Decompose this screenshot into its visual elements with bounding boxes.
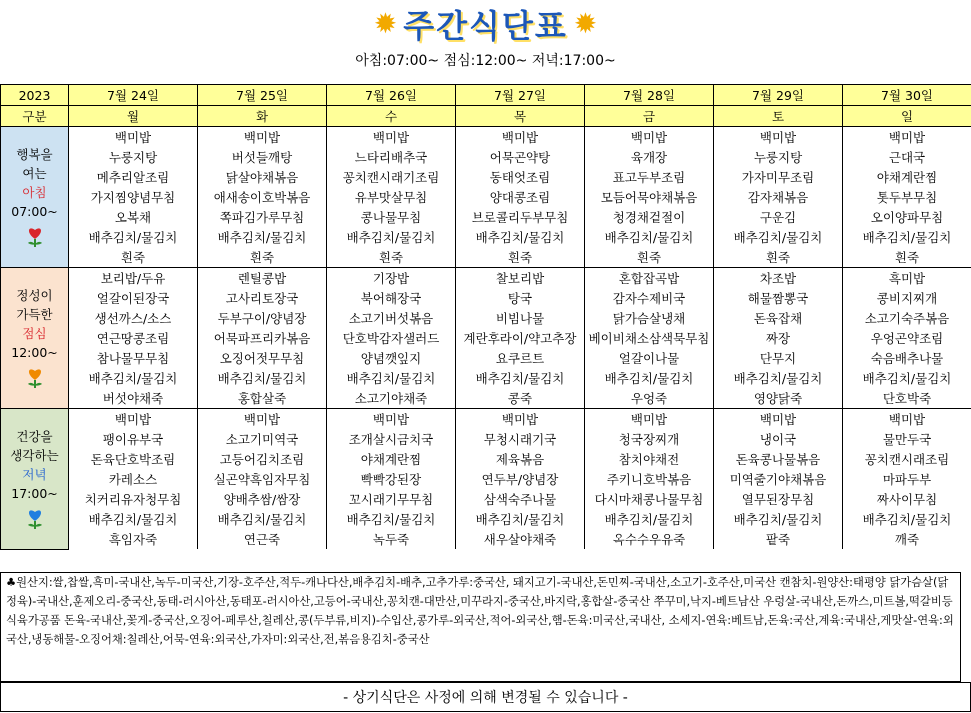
menu-item: 백미밥 — [843, 409, 971, 430]
sun-icon: ✹ — [374, 10, 397, 38]
menu-item: 표고두부조림 — [585, 167, 714, 187]
menu-item: 흰죽 — [198, 247, 327, 268]
side-text: 07:00~ — [1, 202, 68, 221]
lunch-label — [1, 268, 69, 409]
menu-item: 옥수수우유죽 — [585, 529, 714, 549]
menu-row — [1, 449, 971, 469]
menu-row — [1, 348, 971, 368]
menu-item: 흰죽 — [456, 247, 585, 268]
menu-item: 닭가슴살냉채 — [585, 308, 714, 328]
menu-item: 감자수제비국 — [585, 288, 714, 308]
menu-row — [1, 388, 971, 409]
menu-item: 소고기숙주볶음 — [843, 308, 971, 328]
menu-item: 배추김치/물김치 — [456, 509, 585, 529]
menu-item: 느타리배추국 — [327, 147, 456, 167]
category-label: 구분 — [1, 106, 69, 127]
menu-item: 흰죽 — [69, 247, 198, 268]
menu-item: 야채계란찜 — [327, 449, 456, 469]
menu-item: 영양닭죽 — [714, 388, 843, 409]
menu-item: 냉이국 — [714, 429, 843, 449]
menu-item: 오이양파무침 — [843, 207, 971, 227]
menu-item: 고등어김치조림 — [198, 449, 327, 469]
menu-row — [1, 247, 971, 268]
menu-item: 연근땅콩조림 — [69, 328, 198, 348]
menu-item: 두부구이/양념장 — [198, 308, 327, 328]
menu-table — [0, 84, 971, 550]
side-text: 생각하는 — [1, 446, 68, 465]
menu-item: 청국장찌개 — [585, 429, 714, 449]
menu-item: 요쿠르트 — [456, 348, 585, 368]
side-text: 점심 — [1, 324, 68, 343]
menu-row — [1, 469, 971, 489]
day-cell: 일 — [843, 106, 971, 127]
menu-item: 조개살시금치국 — [327, 429, 456, 449]
menu-row — [1, 328, 971, 348]
menu-item: 배추김치/물김치 — [327, 368, 456, 388]
menu-item: 애새송이호박볶음 — [198, 187, 327, 207]
meal-times: 아침:07:00~ 점심:12:00~ 저녁:17:00~ — [0, 50, 971, 70]
side-text: 12:00~ — [1, 343, 68, 362]
menu-item: 백미밥 — [714, 127, 843, 148]
menu-item: 팽이유부국 — [69, 429, 198, 449]
menu-item: 배추김치/물김치 — [198, 509, 327, 529]
menu-item: 탕국 — [456, 288, 585, 308]
menu-item: 흑미밥 — [843, 268, 971, 289]
menu-item: 배추김치/물김치 — [585, 368, 714, 388]
menu-item: 오징어젓무무침 — [198, 348, 327, 368]
menu-item: 혼합잡곡밥 — [585, 268, 714, 289]
menu-item: 청경채겉절이 — [585, 207, 714, 227]
menu-item: 깨죽 — [843, 529, 971, 549]
menu-item: 누룽지탕 — [714, 147, 843, 167]
day-cell: 화 — [198, 106, 327, 127]
menu-item: 오복채 — [69, 207, 198, 227]
menu-item: 흑임자죽 — [69, 529, 198, 549]
side-text: 17:00~ — [1, 484, 68, 503]
menu-item: 배추김치/물김치 — [843, 368, 971, 388]
menu-item: 어묵파프리카볶음 — [198, 328, 327, 348]
menu-row — [1, 288, 971, 308]
side-text: 행복을 — [1, 145, 68, 164]
date-cell: 7월 27일 — [456, 85, 585, 106]
menu-item: 쪽파김가루무침 — [198, 207, 327, 227]
side-text: 정성이 — [1, 286, 68, 305]
menu-item: 버섯야채죽 — [69, 388, 198, 409]
menu-item: 홍합살죽 — [198, 388, 327, 409]
menu-item: 메추리알조림 — [69, 167, 198, 187]
menu-item: 우엉곤약조림 — [843, 328, 971, 348]
menu-item: 배추김치/물김치 — [714, 227, 843, 247]
year-cell: 2023 — [1, 85, 69, 106]
menu-item: 어묵곤약탕 — [456, 147, 585, 167]
menu-item: 배추김치/물김치 — [69, 509, 198, 529]
menu-item: 배추김치/물김치 — [456, 368, 585, 388]
menu-item: 콩죽 — [456, 388, 585, 409]
menu-item: 배추김치/물김치 — [69, 227, 198, 247]
menu-item: 백미밥 — [714, 409, 843, 430]
menu-item: 계란후라이/약고추장 — [456, 328, 585, 348]
menu-item: 배추김치/물김치 — [327, 227, 456, 247]
menu-row — [1, 147, 971, 167]
menu-item: 백미밥 — [327, 127, 456, 148]
menu-item: 꽁치캔시래조림 — [843, 449, 971, 469]
menu-item: 주키니호박볶음 — [585, 469, 714, 489]
menu-item: 북어해장국 — [327, 288, 456, 308]
menu-item: 가자미무조림 — [714, 167, 843, 187]
menu-item: 미역줄기야채볶음 — [714, 469, 843, 489]
menu-item: 새우살야채죽 — [456, 529, 585, 549]
day-row — [1, 106, 971, 127]
menu-item: 콩나물무침 — [327, 207, 456, 227]
menu-item: 참나물무무침 — [69, 348, 198, 368]
menu-item: 삼색숙주나물 — [456, 489, 585, 509]
menu-item: 찰보리밥 — [456, 268, 585, 289]
menu-item: 배추김치/물김치 — [198, 368, 327, 388]
menu-item: 흰죽 — [327, 247, 456, 268]
menu-item: 백미밥 — [198, 409, 327, 430]
menu-item: 배추김치/물김치 — [714, 368, 843, 388]
menu-item: 근대국 — [843, 147, 971, 167]
menu-item: 무청시래기국 — [456, 429, 585, 449]
breakfast-label — [1, 127, 69, 268]
title-bar — [0, 4, 971, 44]
menu-item: 빡빡강된장 — [327, 469, 456, 489]
menu-row — [1, 409, 971, 430]
menu-item: 다시마채콩나물무침 — [585, 489, 714, 509]
menu-row — [1, 227, 971, 247]
menu-item: 백미밥 — [585, 127, 714, 148]
menu-row — [1, 308, 971, 328]
menu-item: 연두부/양념장 — [456, 469, 585, 489]
menu-item: 백미밥 — [69, 409, 198, 430]
menu-item: 물만두국 — [843, 429, 971, 449]
side-text: 가득한 — [1, 305, 68, 324]
menu-item: 제육볶음 — [456, 449, 585, 469]
menu-item: 보리밥/두유 — [69, 268, 198, 289]
menu-item: 고사리토장국 — [198, 288, 327, 308]
menu-item: 모듬어묵야채볶음 — [585, 187, 714, 207]
dinner-label — [1, 409, 69, 550]
menu-item: 베이비채소삼색묵무침 — [585, 328, 714, 348]
menu-item: 열무된장무침 — [714, 489, 843, 509]
menu-item: 양대콩조림 — [456, 187, 585, 207]
menu-row — [1, 529, 971, 549]
menu-item: 짜장 — [714, 328, 843, 348]
menu-item: 흰죽 — [843, 247, 971, 268]
date-row — [1, 85, 971, 106]
menu-item: 백미밥 — [585, 409, 714, 430]
menu-item: 참치야채전 — [585, 449, 714, 469]
menu-item: 브로콜리두부무침 — [456, 207, 585, 227]
menu-item: 생선까스/소스 — [69, 308, 198, 328]
menu-item: 양념깻잎지 — [327, 348, 456, 368]
menu-item: 배추김치/물김치 — [198, 227, 327, 247]
menu-item: 팥죽 — [714, 529, 843, 549]
menu-item: 얼갈이나물 — [585, 348, 714, 368]
day-cell: 토 — [714, 106, 843, 127]
heart-flower-icon — [22, 223, 48, 249]
date-cell: 7월 26일 — [327, 85, 456, 106]
origin-notes: ♣원산지:쌀,찹쌀,흑미-국내산,녹두-미국산,기장-호주산,적두-캐나다산,배추김치-배추,고추가루:중국산, 돼지고기-국내산,돈민찌-국내산,소고기-호주산,미국산 캔참치-원양산:태평양 닭가슴살(닭정육)-국내산,훈제오리-중국산,동태-러시아산,동태포-러시아산,고등어-국내산,꽁치캔-대만산,미꾸라지-중국산,바지락,홍합살-중국산 쭈꾸미,낙지-베트남산 우렁살-국내산,돈까스,미트볼,떡갈비등 식육가공품 돈육-국내산,꽃게-중국산,오징어-페루산,칠레산,콩(두부류,비지)-수입산,콩가루-외국산,적어-외국산,햄-돈육:미국산,국내산, 소세지-연육:베트남,돈육:국산,계육:국내산,게맛살-연육:외국산,냉동해물-오징어채:칠레산,어묵-연육:외국산,가자미:외국산,전,볶음용김치-중국산 — [0, 572, 961, 682]
menu-item: 치커리유자청무침 — [69, 489, 198, 509]
menu-item: 유부맛살무침 — [327, 187, 456, 207]
menu-row — [1, 127, 971, 148]
menu-row — [1, 509, 971, 529]
menu-row — [1, 429, 971, 449]
menu-row — [1, 489, 971, 509]
menu-item: 연근죽 — [198, 529, 327, 549]
menu-item: 누룽지탕 — [69, 147, 198, 167]
menu-item: 백미밥 — [456, 409, 585, 430]
menu-item: 실곤약흑임자무침 — [198, 469, 327, 489]
menu-item: 흰죽 — [585, 247, 714, 268]
menu-item: 닭살야채볶음 — [198, 167, 327, 187]
menu-item: 흰죽 — [714, 247, 843, 268]
menu-item: 가지찜양념무침 — [69, 187, 198, 207]
menu-item: 양배추쌈/쌈장 — [198, 489, 327, 509]
footer-note: - 상기식단은 사정에 의해 변경될 수 있습니다 - — [0, 682, 971, 712]
menu-item: 얼갈이된장국 — [69, 288, 198, 308]
menu-item: 콩비지찌개 — [843, 288, 971, 308]
menu-item: 배추김치/물김치 — [69, 368, 198, 388]
menu-item: 단무지 — [714, 348, 843, 368]
menu-item: 꼬시래기무무침 — [327, 489, 456, 509]
menu-item: 구운김 — [714, 207, 843, 227]
date-cell: 7월 30일 — [843, 85, 971, 106]
menu-item: 백미밥 — [69, 127, 198, 148]
menu-item: 동태엇조림 — [456, 167, 585, 187]
day-cell: 금 — [585, 106, 714, 127]
menu-item: 돈육콩나물볶음 — [714, 449, 843, 469]
menu-item: 카레소스 — [69, 469, 198, 489]
menu-item: 백미밥 — [198, 127, 327, 148]
menu-item: 녹두죽 — [327, 529, 456, 549]
menu-item: 감자채볶음 — [714, 187, 843, 207]
date-cell: 7월 28일 — [585, 85, 714, 106]
menu-item: 단호박감자샐러드 — [327, 328, 456, 348]
menu-item: 소고기미역국 — [198, 429, 327, 449]
menu-row — [1, 187, 971, 207]
menu-row — [1, 207, 971, 227]
date-cell: 7월 24일 — [69, 85, 198, 106]
page-title: 주간식단표 — [403, 1, 568, 47]
menu-item: 배추김치/물김치 — [327, 509, 456, 529]
menu-item: 소고기버섯볶음 — [327, 308, 456, 328]
date-cell: 7월 25일 — [198, 85, 327, 106]
side-text: 건강을 — [1, 427, 68, 446]
menu-item: 배추김치/물김치 — [714, 509, 843, 529]
menu-item: 백미밥 — [327, 409, 456, 430]
menu-item: 백미밥 — [456, 127, 585, 148]
day-cell: 수 — [327, 106, 456, 127]
menu-item: 단호박죽 — [843, 388, 971, 409]
menu-item: 돈육잡채 — [714, 308, 843, 328]
menu-item: 버섯들깨탕 — [198, 147, 327, 167]
menu-item: 숙음배추나물 — [843, 348, 971, 368]
side-text: 여는 — [1, 164, 68, 183]
menu-item: 톳두부무침 — [843, 187, 971, 207]
menu-item: 배추김치/물김치 — [585, 509, 714, 529]
menu-item: 비빔나물 — [456, 308, 585, 328]
menu-row — [1, 268, 971, 289]
sun-icon: ✹ — [574, 10, 597, 38]
side-text: 아침 — [1, 183, 68, 202]
menu-item: 기장밥 — [327, 268, 456, 289]
menu-item: 해물짬뽕국 — [714, 288, 843, 308]
menu-item: 백미밥 — [843, 127, 971, 148]
side-text: 저녁 — [1, 465, 68, 484]
menu-item: 마파두부 — [843, 469, 971, 489]
menu-item: 야채계란찜 — [843, 167, 971, 187]
menu-item: 배추김치/물김치 — [843, 227, 971, 247]
menu-item: 배추김치/물김치 — [585, 227, 714, 247]
day-cell: 목 — [456, 106, 585, 127]
menu-item: 차조밥 — [714, 268, 843, 289]
menu-item: 짜사이무침 — [843, 489, 971, 509]
date-cell: 7월 29일 — [714, 85, 843, 106]
menu-row — [1, 167, 971, 187]
menu-item: 소고기야채죽 — [327, 388, 456, 409]
menu-item: 돈육단호박조림 — [69, 449, 198, 469]
heart-flower-icon — [22, 364, 48, 390]
heart-flower-icon — [22, 505, 48, 531]
menu-item: 렌틸콩밥 — [198, 268, 327, 289]
menu-row — [1, 368, 971, 388]
menu-item: 배추김치/물김치 — [456, 227, 585, 247]
menu-item: 우엉죽 — [585, 388, 714, 409]
menu-item: 꽁치캔시래기조림 — [327, 167, 456, 187]
day-cell: 월 — [69, 106, 198, 127]
menu-item: 육개장 — [585, 147, 714, 167]
menu-item: 배추김치/물김치 — [843, 509, 971, 529]
